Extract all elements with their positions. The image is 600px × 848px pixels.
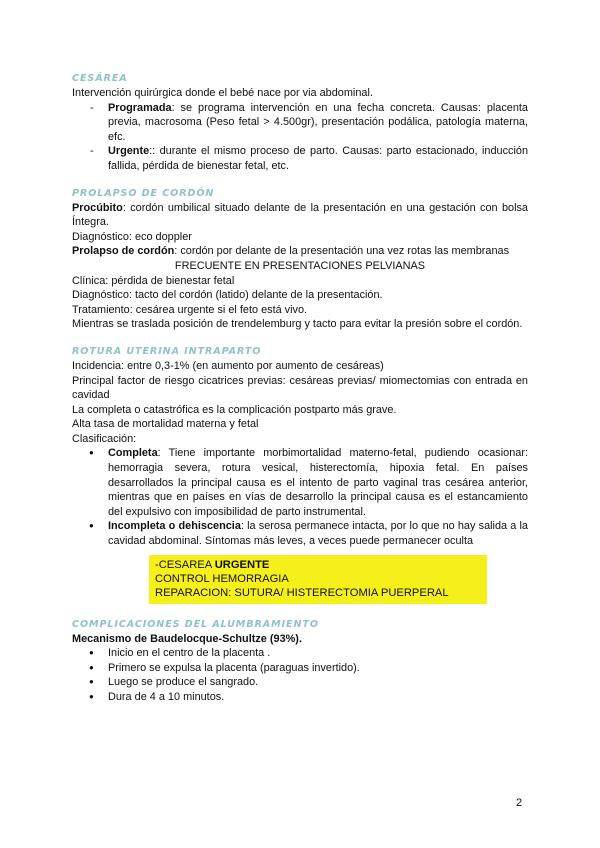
list-item: ● Completa: Tiene importante morbimortalidad materno-fetal, pudiendo ocasionar: hemorragia severa, rotura vesical, histerectomía, hipoxia fetal. En países desarrollados la principal causa es el intento de parto vaginal tras cesárea anterior, mientras que en países en vías de desarrollo la principal causa es el estancamiento del expulsivo con imposibilidad de parto instrumental. (72, 446, 528, 519)
highlight-note (149, 555, 487, 604)
term: Incompleta o dehiscencia (108, 520, 241, 533)
factor-paragraph: Principal factor de riesgo cicatrices previas: cesáreas previas/ miomectomias con entrada en cavidad (72, 374, 528, 402)
clasificacion-label: Clasificación: (72, 432, 137, 445)
clasificacion-list (72, 446, 528, 548)
note-line: -CESAREA URGENTE (155, 558, 270, 571)
section-heading-cesarea: CESÁREA (72, 73, 128, 84)
section-heading-prolapso: PROLAPSO DE CORDÓN (72, 187, 215, 199)
cesarea-list (72, 101, 528, 174)
term: Urgente (108, 145, 150, 158)
note-line: CONTROL HEMORRAGIA (155, 572, 289, 585)
term: Prolapso de cordón (72, 245, 175, 258)
list-item: - Urgente:: durante el mismo proceso de parto. Causas: parto estacionado, inducción fallida, pérdida de bienestar fetal, etc. (72, 144, 528, 173)
procubito-paragraph: Procúbito: cordón umbilical situado delante de la presentación en una gestación con bolsa Íntegra. (72, 201, 528, 229)
section-heading-rotura: ROTURA UTERINA INTRAPARTO (72, 345, 262, 357)
completa-line: La completa o catastrófica es la complicación postparto más grave. (72, 403, 397, 416)
term: Programada (108, 101, 172, 114)
list-item: ● Luego se produce el sangrado. (72, 675, 528, 690)
diagnostico-eco: Diagnóstico: eco doppler (72, 230, 192, 243)
alta-line: Alta tasa de mortalidad materna y fetal (72, 418, 259, 431)
frecuente-note: FRECUENTE EN PRESENTACIONES PELVIANAS (174, 259, 426, 272)
list-item: ● Dura de 4 a 10 minutos. (72, 690, 528, 705)
list-item: ● Incompleta o dehiscencia: la serosa permanece intacta, por lo que no hay salida a la cavidad abdominal. Síntomas más leves, a veces puede permanecer oculta (72, 519, 528, 548)
document-page (72, 72, 528, 705)
note-line: REPARACION: SUTURA/ HISTERECTOMIA PUERPERAL (155, 586, 449, 599)
mientras-paragraph: Mientras se traslada posición de trendelemburg y tacto para evitar la presión sobre el cordón. (72, 318, 523, 331)
section-heading-alumbramiento: COMPLICACIONES DEL ALUMBRAMIENTO (72, 618, 319, 630)
alumbramiento-list (72, 646, 528, 704)
clinica-line: Clínica: pérdida de bienestar fetal (72, 274, 235, 287)
cesarea-intro: Intervención quirúrgica donde el bebé nace por via abdominal. (72, 87, 373, 99)
term: Completa (108, 447, 158, 460)
list-item: ● Primero se expulsa la placenta (paraguas invertido). (72, 661, 528, 676)
prolapso-paragraph: Prolapso de cordón: cordón por delante de la presentación una vez rotas las membranas (72, 245, 510, 258)
incidencia-line: Incidencia: entre 0,3-1% (en aumento por aumento de cesáreas) (72, 359, 384, 372)
mecanismo-line: Mecanismo de Baudelocque-Schultze (93%). (72, 632, 302, 645)
term: Procúbito (72, 201, 123, 214)
diagnostico-tacto: Diagnóstico: tacto del cordón (latido) delante de la presentación. (72, 289, 383, 302)
page-number: 2 (516, 797, 523, 809)
list-item: - Programada: se programa intervención en una fecha concreta. Causas: placenta previa, macrosoma (Peso fetal > 4.500gr), presentación podálica, patología materna, efc. (72, 101, 528, 145)
list-item: ● Inicio en el centro de la placenta . (72, 646, 528, 661)
tratamiento-line: Tratamiento: cesárea urgente si el feto está vivo. (72, 303, 308, 316)
